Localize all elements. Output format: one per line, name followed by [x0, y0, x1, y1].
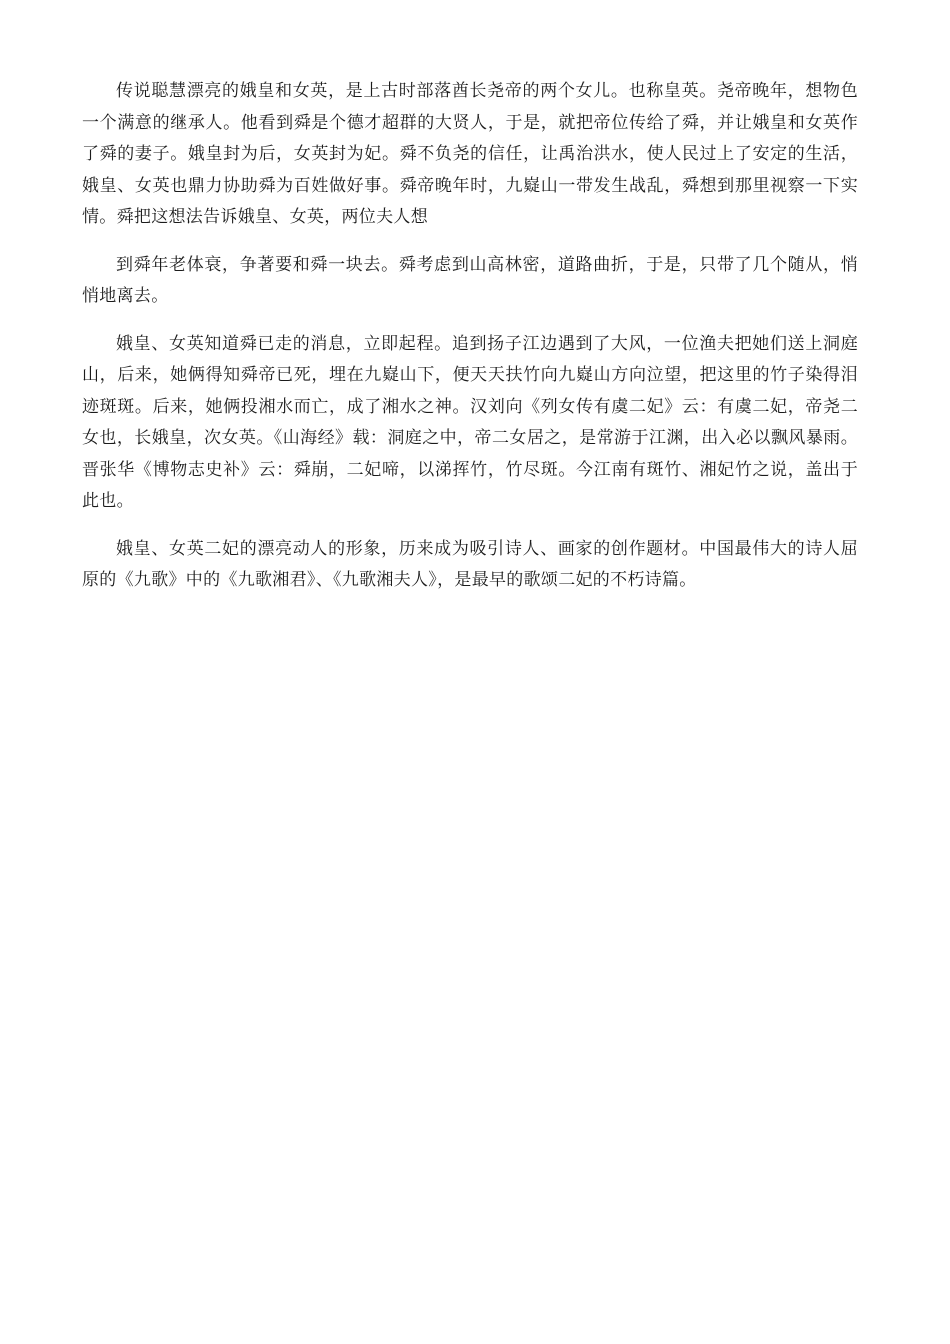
document-body: [82, 76, 858, 613]
paragraph-2: 到舜年老体衰，争著要和舜一块去。舜考虑到山高林密，道路曲折，于是，只带了几个随从，悄悄地离去。: [82, 254, 858, 306]
paragraph-1: 传说聪慧漂亮的娥皇和女英，是上古时部落酋长尧帝的两个女儿。也称皇英。尧帝晚年，想物色一个满意的继承人。他看到舜是个德才超群的大贤人，于是，就把帝位传给了舜，并让娥皇和女英作了舜的妻子。娥皇封为后，女英封为妃。舜不负尧的信任，让禹治洪水，使人民过上了安定的生活，娥皇、女英也鼎力协助舜为百姓做好事。舜帝晚年时，九嶷山一带发生战乱，舜想到那里视察一下实情。舜把这想法告诉娥皇、女英，两位夫人想: [82, 81, 858, 227]
paragraph-4: 娥皇、女英二妃的漂亮动人的形象，历来成为吸引诗人、画家的创作题材。中国最伟大的诗人屈原的《九歌》中的《九歌湘君》、《九歌湘夫人》，是最早的歌颂二妃的不朽诗篇。: [82, 538, 858, 590]
paragraph-3: 娥皇、女英知道舜已走的消息，立即起程。追到扬子江边遇到了大风，一位渔夫把她们送上洞庭山，后来，她俩得知舜帝已死，埋在九嶷山下，便天天扶竹向九嶷山方向泣望，把这里的竹子染得泪迹斑斑。后来，她俩投湘水而亡，成了湘水之神。汉刘向《列女传有虞二妃》云：有虞二妃，帝尧二女也，长娥皇，次女英。《山海经》载：洞庭之中，帝二女居之，是常游于江渊，出入必以飘风暴雨。晋张华《博物志史补》云：舜崩，二妃啼，以涕挥竹，竹尽斑。今江南有斑竹、湘妃竹之说，盖出于此也。: [82, 333, 858, 511]
